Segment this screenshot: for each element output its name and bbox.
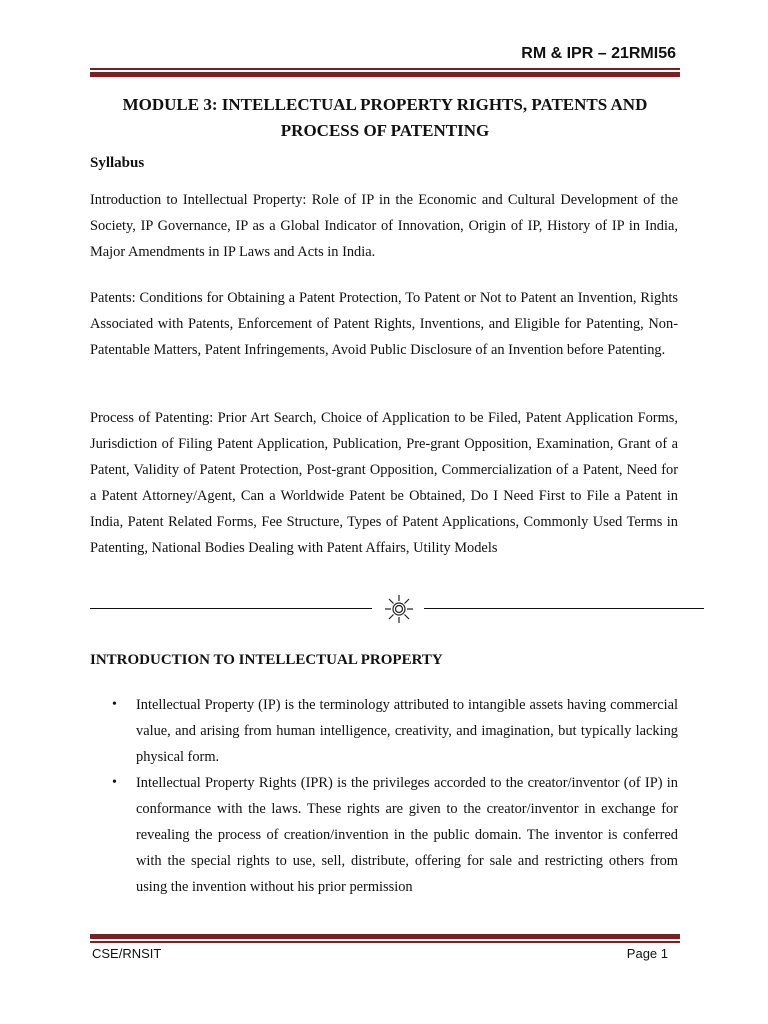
list-item-text: Intellectual Property (IP) is the terminology attributed to intangible assets having commercial value, and arising from human intelligence, creativity, and imagination, but typically lacking physical form. [136,697,678,765]
list-item [110,770,678,900]
bullet-list [110,692,678,900]
header-title: RM & IPR – 21RMI56 [521,45,676,62]
section-heading: INTRODUCTION TO INTELLECTUAL PROPERTY [90,652,443,668]
sun-ornament-icon [383,594,415,624]
bullet-icon: • [112,775,117,790]
module-title-line2: PROCESS OF PATENTING [280,121,490,140]
section-divider [90,594,704,624]
list-item-text: Intellectual Property Rights (IPR) is the privileges accorded to the creator/inventor (of IP) in conformance with the laws. These rights are given to the creator/inventor in exchange for revealing the process of creation/invention in the public domain. The inventor is conferred with the special rights to use, sell, distribute, offering for sale and restricting others from using the invention without his prior permission [136,775,678,895]
syllabus-paragraph-2: Patents: Conditions for Obtaining a Patent Protection, To Patent or Not to Patent an Invention, Rights Associated with Patents, Enforcement of Patent Rights, Inventions, and Eligible for Patenting, Non-Patentable Matters, Patent Infringements, Avoid Public Disclosure of an Invention before Patenting. [90,290,678,358]
module-title-line1: MODULE 3: INTELLECTUAL PROPERTY RIGHTS, PATENTS AND [122,95,648,114]
divider-line-right [424,608,704,609]
footer-rule [90,934,680,943]
header-rule [90,68,680,77]
syllabus-paragraph-3: Process of Patenting: Prior Art Search, Choice of Application to be Filed, Patent Application Forms, Jurisdiction of Filing Patent Application, Publication, Pre-grant Opposition, Examination, Grant of a Patent, Validity of Patent Protection, Post-grant Opposition, Commercialization of a Patent, Need for a Patent Attorney/Agent, Can a Worldwide Patent be Obtained, Do I Need First to File a Patent in India, Patent Related Forms, Fee Structure, Types of Patent Applications, Commonly Used Terms in Patenting, National Bodies Dealing with Patent Affairs, Utility Models [90,410,678,556]
bullet-icon: • [112,697,117,712]
syllabus-heading: Syllabus [90,155,145,171]
page-number: Page 1 [626,946,668,961]
syllabus-paragraph-1: Introduction to Intellectual Property: Role of IP in the Economic and Cultural Development of the Society, IP Governance, IP as a Global Indicator of Innovation, Origin of IP, History of IP in India, Major Amendments in IP Laws and Acts in India. [90,192,678,260]
list-item [110,692,678,770]
divider-line-left [90,608,372,609]
module-title [90,92,680,144]
footer-left-label: CSE/RNSIT [92,946,162,961]
